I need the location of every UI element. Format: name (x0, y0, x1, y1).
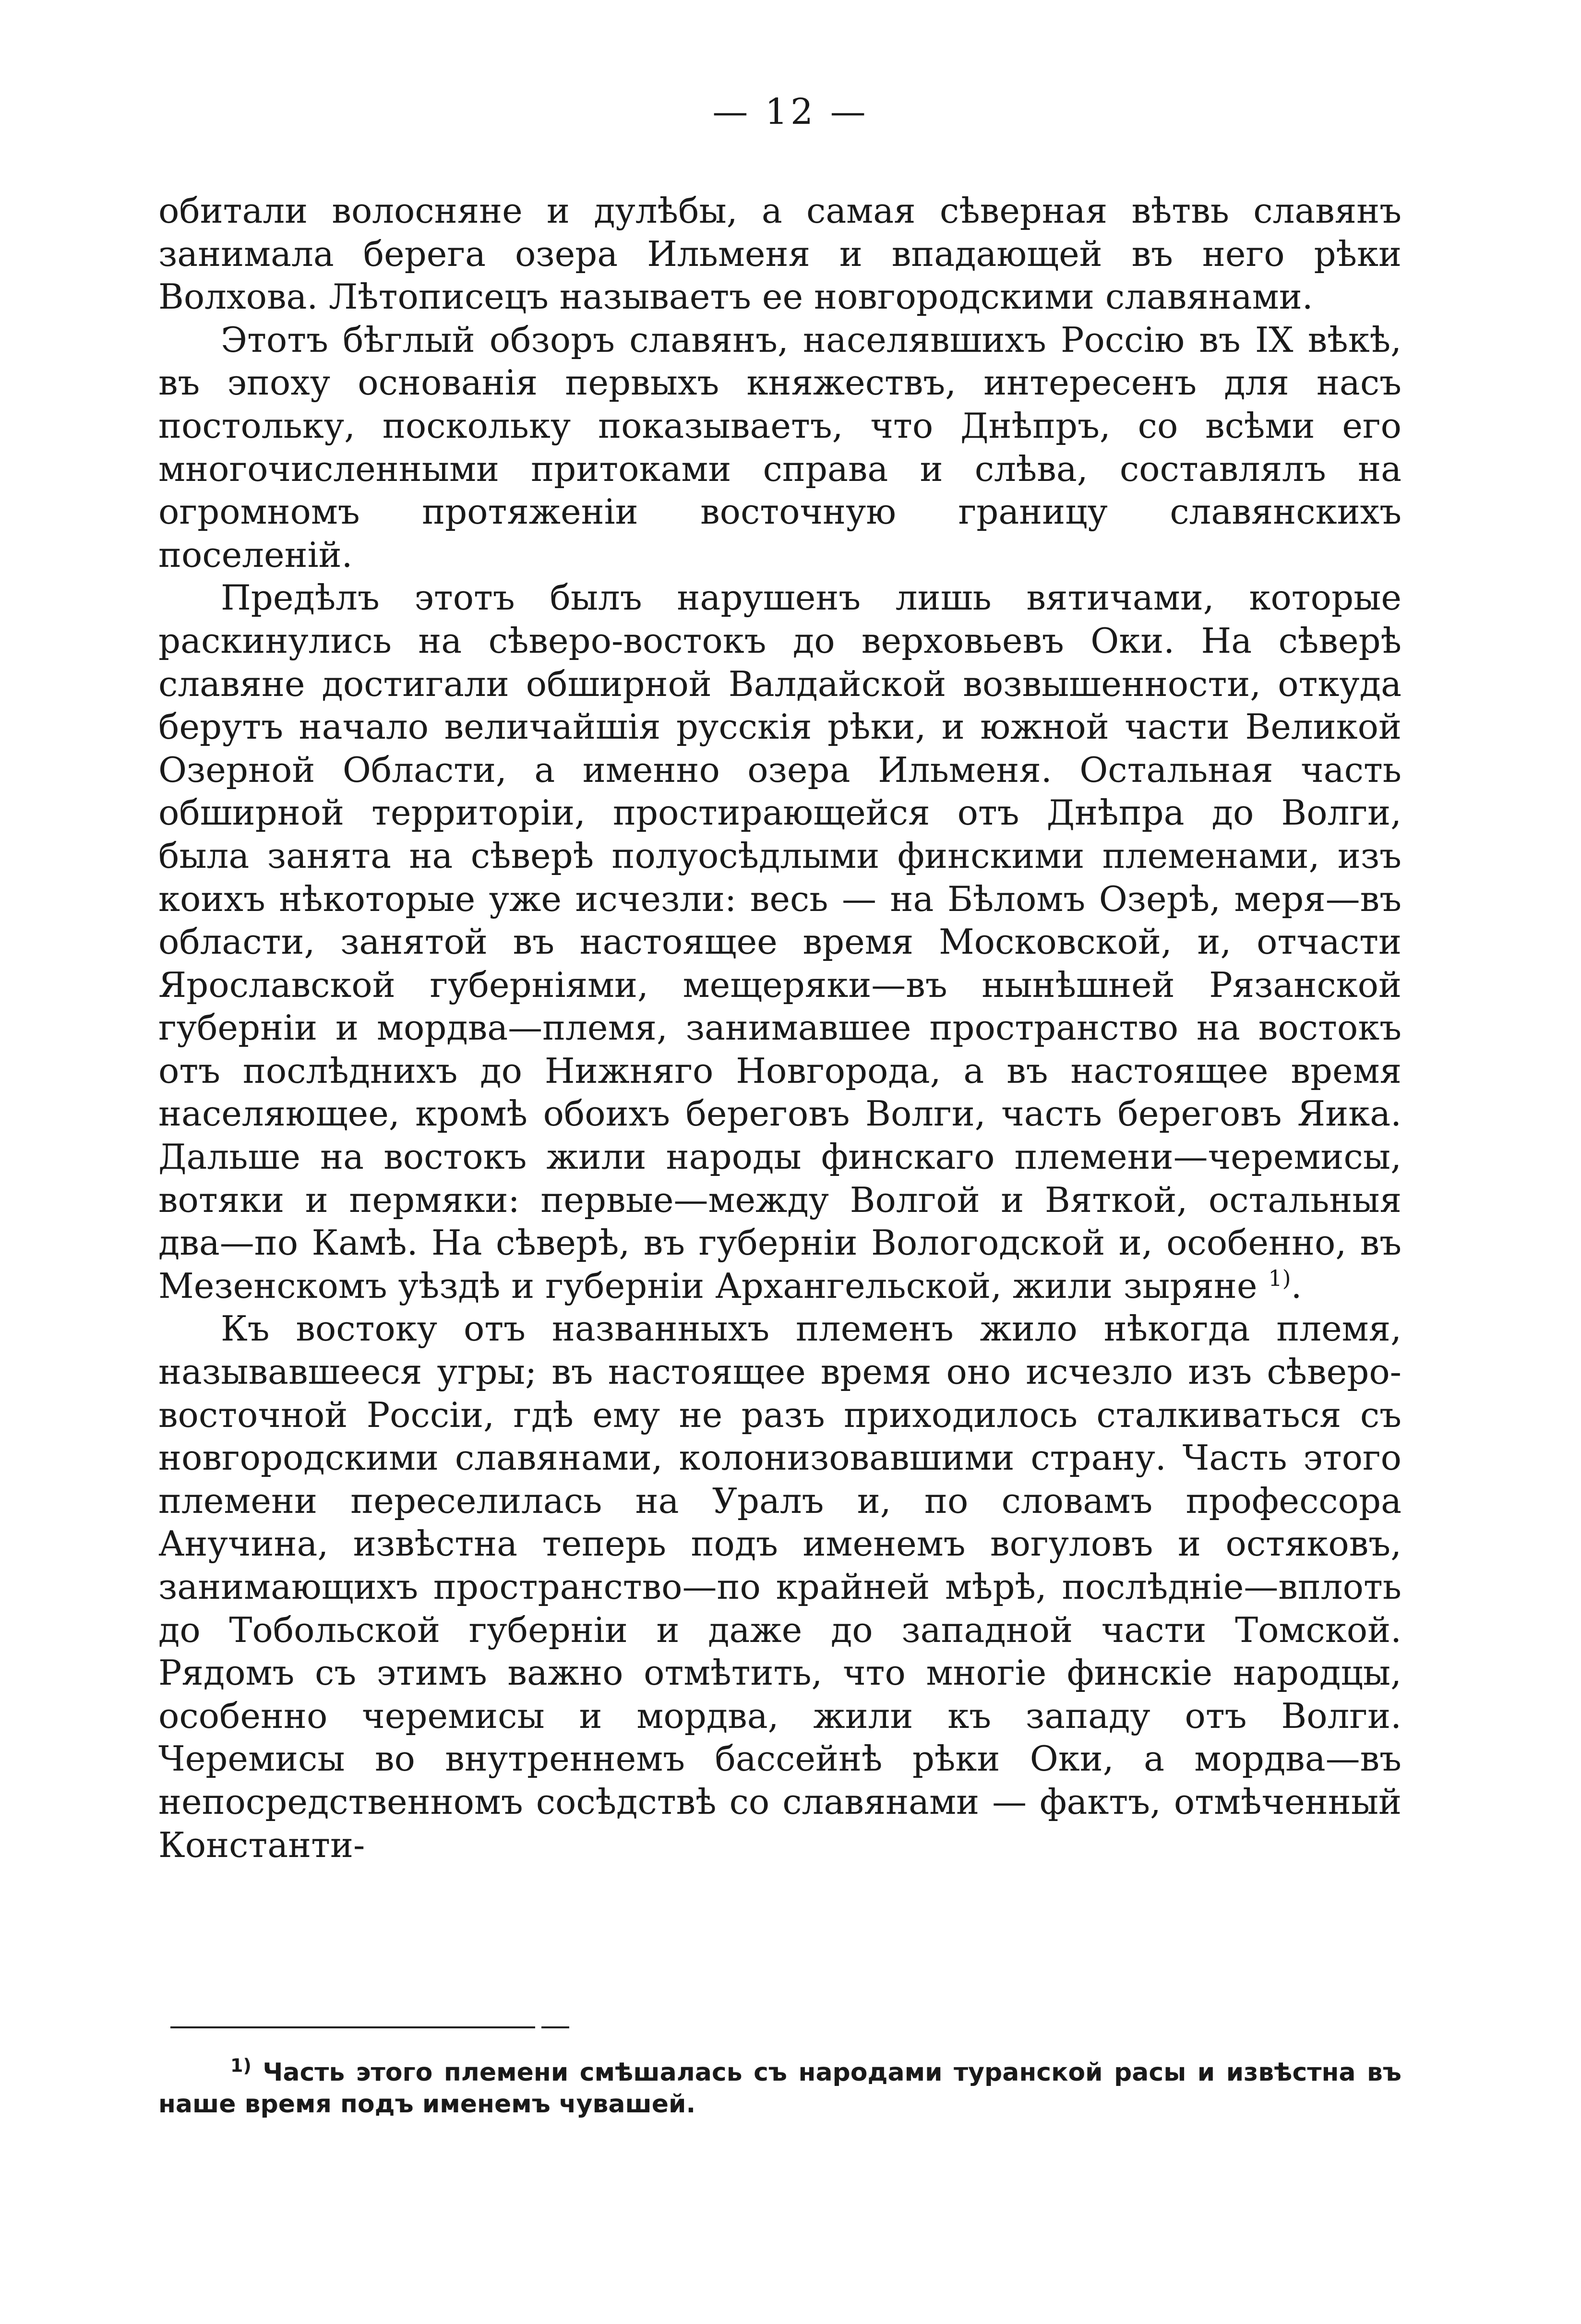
paragraph (158, 190, 1401, 319)
footnote-reference: 1) (1268, 1265, 1291, 1291)
footnote-text: Часть этого племени смѣшалась съ народами туранской расы и извѣстна въ наше время подъ именемъ чувашей. (158, 2058, 1401, 2119)
paragraph-text: обитали волосняне и дулѣбы, а самая сѣверная вѣтвь славянъ занимала берега озера Ильменя и впадающей въ него рѣки Волхова. Лѣтописецъ называетъ ее новгородскими славянами. (158, 191, 1401, 317)
footnote-divider (170, 2026, 535, 2028)
paragraph-text: Къ востоку отъ названныхъ племенъ жило нѣкогда племя, называвшееся угры; въ настоящее время оно исчезло изъ сѣверо-восточной Россіи, гдѣ ему не разъ приходилось сталкиваться съ новгородскими славянами, колонизовавшими страну. Часть этого племени переселилась на Уралъ и, по словамъ профессора Анучина, извѣстна теперь подъ именемъ вогуловъ и остяковъ, занимающихъ пространство—по крайней мѣрѣ, послѣдніе—вплоть до Тобольской губерніи и даже до западной части Томской. Рядомъ съ этимъ важно отмѣтить, что многіе финскіе народцы, особенно черемисы и мордва, жили къ западу отъ Волги. Черемисы во внутреннемъ бассейнѣ рѣки Оки, а мордва—въ непосредственномъ сосѣдствѣ со славянами — фактъ, отмѣченный Константи- (158, 1308, 1401, 1865)
paragraph-text: Предѣлъ этотъ былъ нарушенъ лишь вятичами, которые раскинулись на сѣверо-востокъ до верховьевъ Оки. На сѣверѣ славяне достигали обширной Валдайской возвышенности, откуда берутъ начало величайшія русскія рѣки, и южной части Великой Озерной Области, а именно озера Ильменя. Остальная часть обширной территоріи, простирающейся отъ Днѣпра до Волги, была занята на сѣверѣ полуосѣдлыми финскими племенами, изъ коихъ нѣкоторые уже исчезли: весь — на Бѣломъ Озерѣ, меря—въ области, занятой въ настоящее время Московской, и, отчасти Ярославской губерніями, мещеряки—въ нынѣшней Рязанской губерніи и мордва—племя, занимавшее пространство на востокъ отъ послѣднихъ до Нижняго Новгорода, а въ настоящее время населяющее, кромѣ обоихъ береговъ Волги, часть береговъ Яика. Дальше на востокъ жили народы финскаго племени—черемисы, вотяки и пермяки: первые—между Волгой и Вяткой, остальныя два—по Камѣ. На сѣверѣ, въ губерніи Вологодской и, особенно, въ Мезенскомъ уѣздѣ и губерніи Архангельской, жили зыряне (158, 577, 1401, 1306)
paragraph-text: Этотъ бѣглый обзоръ славянъ, населявшихъ Россію въ IX вѣкѣ, въ эпоху основанія первыхъ княжествъ, интересенъ для насъ постольку, поскольку показываетъ, что Днѣпръ, со всѣми его многочисленными притоками справа и слѣва, составлялъ на огромномъ протяженіи восточную границу славянскихъ поселеній. (158, 319, 1401, 575)
main-text (158, 190, 1401, 1867)
footnote-divider-tail (541, 2026, 569, 2028)
paragraph (158, 319, 1401, 577)
paragraph-tail: . (1291, 1265, 1302, 1306)
paragraph (158, 576, 1401, 1307)
page-number: — 12 — (712, 91, 869, 132)
footnote-marker: 1) (230, 2055, 252, 2076)
paragraph (158, 1307, 1401, 1867)
footnote (158, 2057, 1401, 2120)
